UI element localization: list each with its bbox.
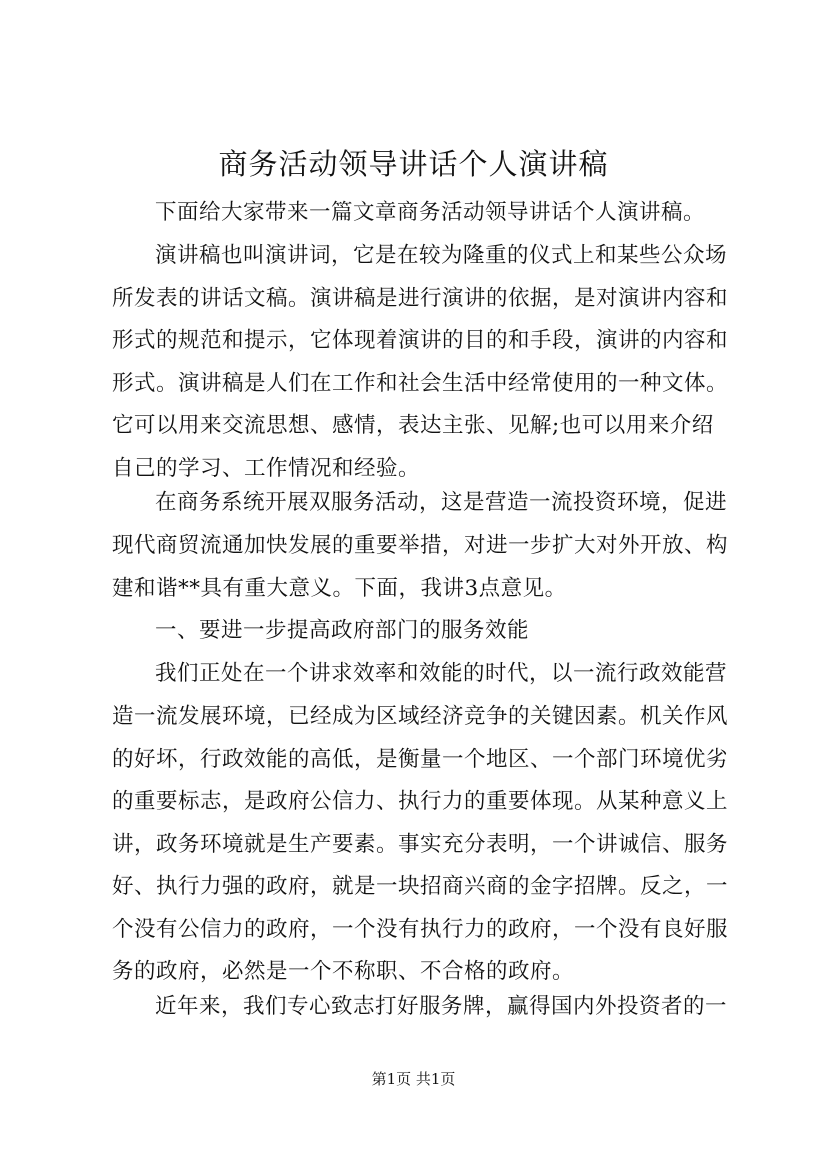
body-line: 的好坏，行政效能的高低，是衡量一个地区、一个部门环境优劣 [112,747,729,772]
page-footer: 第1页 共1页 [371,1070,456,1088]
body-line: 的重要标志，是政府公信力、执行力的重要体现。从某种意义上 [112,789,729,814]
body-line: 形式的规范和提示，它体现着演讲的目的和手段，演讲的内容和 [112,328,729,353]
body-line: 建和谐**具有重大意义。下面，我讲3点意见。 [112,576,567,601]
page-title: 商务活动领导讲话个人演讲稿 [218,147,609,181]
body-line: 所发表的讲话文稿。演讲稿是进行演讲的依据，是对演讲内容和 [112,286,729,311]
body-line: 形式。演讲稿是人们在工作和社会生活中经常使用的一种文体。 [112,371,729,396]
body-line: 现代商贸流通加快发展的重要举措，对进一步扩大对外开放、构 [112,533,729,558]
section-heading: 一、要进一步提高政府部门的服务效能 [155,618,530,643]
body-line: 个没有公信力的政府，一个没有执行力的政府，一个没有良好服 [112,917,729,942]
body-line: 好、执行力强的政府，就是一块招商兴商的金字招牌。反之，一 [112,874,729,899]
body-line: 自己的学习、工作情况和经验。 [112,456,421,481]
body-line: 它可以用来交流思想、感情，表达主张、见解;也可以用来介绍 [112,413,714,438]
body-line: 造一流发展环境，已经成为区域经济竞争的关键因素。机关作风 [112,704,729,729]
body-line: 讲，政务环境就是生产要素。事实充分表明，一个讲诚信、服务 [112,832,729,857]
body-line: 演讲稿也叫演讲词，它是在较为隆重的仪式上和某些公众场 [155,243,728,268]
body-line: 近年来，我们专心致志打好服务牌，赢得国内外投资者的一 [155,994,728,1019]
body-line: 务的政府，必然是一个不称职、不合格的政府。 [112,959,575,984]
body-line: 在商务系统开展双服务活动，这是营造一流投资环境，促进 [155,490,728,515]
body-line: 我们正处在一个讲求效率和效能的时代，以一流行政效能营 [155,661,728,686]
body-line: 下面给大家带来一篇文章商务活动领导讲话个人演讲稿。 [155,200,706,225]
